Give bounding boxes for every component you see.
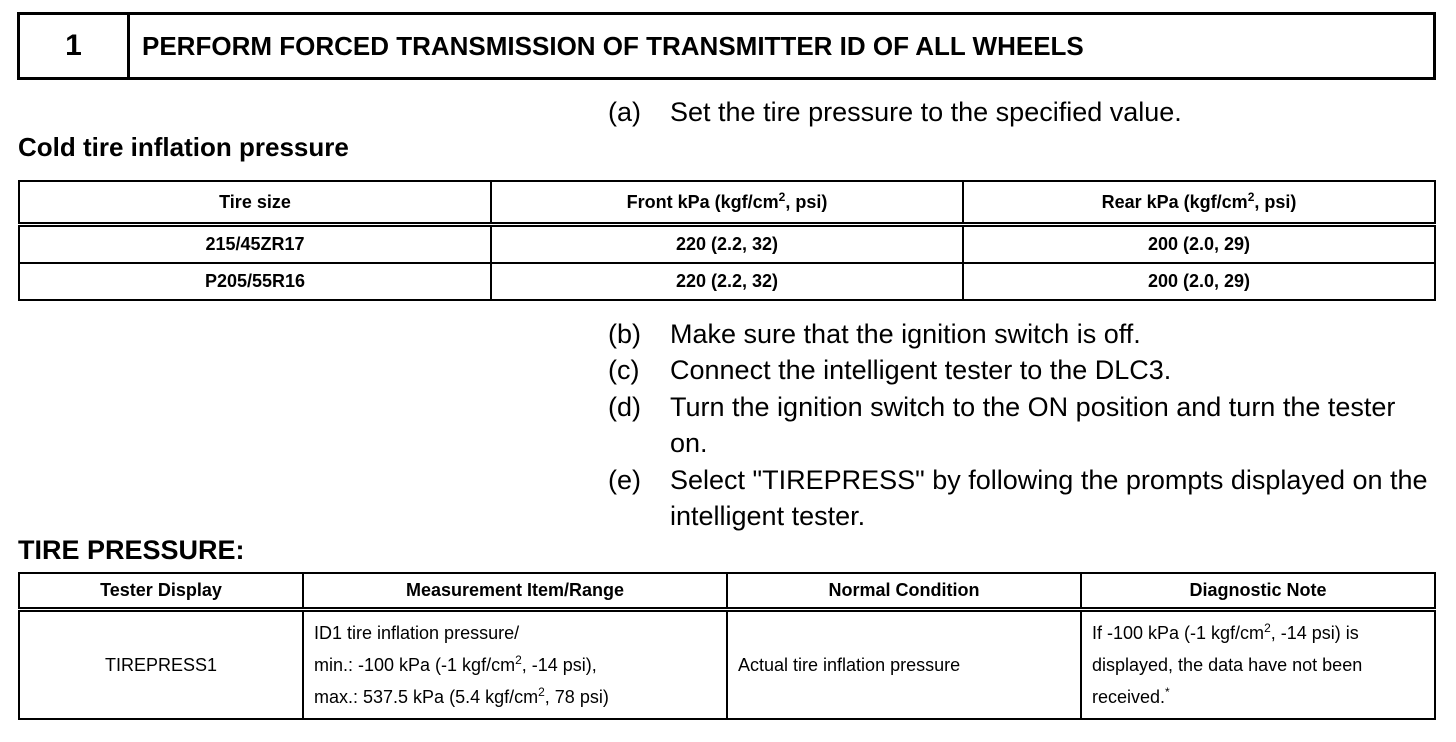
- cell-tire-size: P205/55R16: [19, 263, 491, 300]
- col-header-tire-size: Tire size: [19, 181, 491, 225]
- cell-diagnostic-note: If -100 kPa (-1 kgf/$cm^2$, -14 psi) is displayed, the data have not been received.*: [1081, 610, 1435, 720]
- table-header-row: [19, 181, 1435, 225]
- table-header-row: [19, 573, 1435, 610]
- col-header-tester-display: Tester Display: [19, 573, 303, 610]
- instruction-label: (d): [608, 392, 641, 422]
- cell-measurement: ID1 tire inflation pressure/ min.: -100 kPa (-1 kgf/$cm^2$, -14 psi), max.: 537.5 kPa (5.4 kgf/$cm^2$, 78 psi): [303, 610, 727, 720]
- instruction-d: [608, 389, 1430, 461]
- cell-normal-condition: Actual tire inflation pressure: [727, 610, 1081, 720]
- instruction-e: [608, 462, 1430, 534]
- step-title: PERFORM FORCED TRANSMISSION OF TRANSMITTER ID OF ALL WHEELS: [142, 30, 1084, 61]
- col-header-normal-condition: Normal Condition: [727, 573, 1081, 610]
- instruction-label: (e): [608, 465, 641, 495]
- cell-rear: 200 (2.0, 29): [963, 225, 1435, 264]
- table-row: [19, 610, 1435, 720]
- instruction-text: Set the tire pressure to the specified value.: [670, 97, 1182, 127]
- col-header-rear: Rear kPa ($kgf/cm^2$, psi): [963, 181, 1435, 225]
- col-header-front: Front kPa ($kgf/cm^2$, psi): [491, 181, 963, 225]
- instruction-b: [608, 316, 1430, 352]
- col-header-diagnostic-note: Diagnostic Note: [1081, 573, 1435, 610]
- step-header: [17, 12, 1436, 80]
- col-header-measurement: Measurement Item/Range: [303, 573, 727, 610]
- instruction-text: Connect the intelligent tester to the DLC3.: [670, 355, 1172, 385]
- instruction-text: Select "TIREPRESS" by following the prompts displayed on the intelligent tester.: [670, 465, 1428, 531]
- tire-pressure-heading: TIRE PRESSURE:: [18, 535, 245, 565]
- cold-pressure-table: [18, 180, 1436, 301]
- instruction-a: [608, 94, 1430, 130]
- cell-tire-size: 215/45ZR17: [19, 225, 491, 264]
- cold-pressure-heading: Cold tire inflation pressure: [18, 132, 349, 162]
- tire-pressure-table: [18, 572, 1436, 720]
- instruction-label: (b): [608, 319, 641, 349]
- cell-rear: 200 (2.0, 29): [963, 263, 1435, 300]
- table-row: [19, 263, 1435, 300]
- instruction-c: [608, 352, 1430, 388]
- cell-front: 220 (2.2, 32): [491, 263, 963, 300]
- table-row: [19, 225, 1435, 264]
- step-number: 1: [20, 15, 130, 77]
- cell-tester-display: TIREPRESS1: [19, 610, 303, 720]
- cell-front: 220 (2.2, 32): [491, 225, 963, 264]
- instruction-text: Turn the ignition switch to the ON position and turn the tester on.: [670, 392, 1396, 458]
- instruction-text: Make sure that the ignition switch is off.: [670, 319, 1141, 349]
- instruction-label: (c): [608, 355, 640, 385]
- instruction-label: (a): [608, 97, 641, 127]
